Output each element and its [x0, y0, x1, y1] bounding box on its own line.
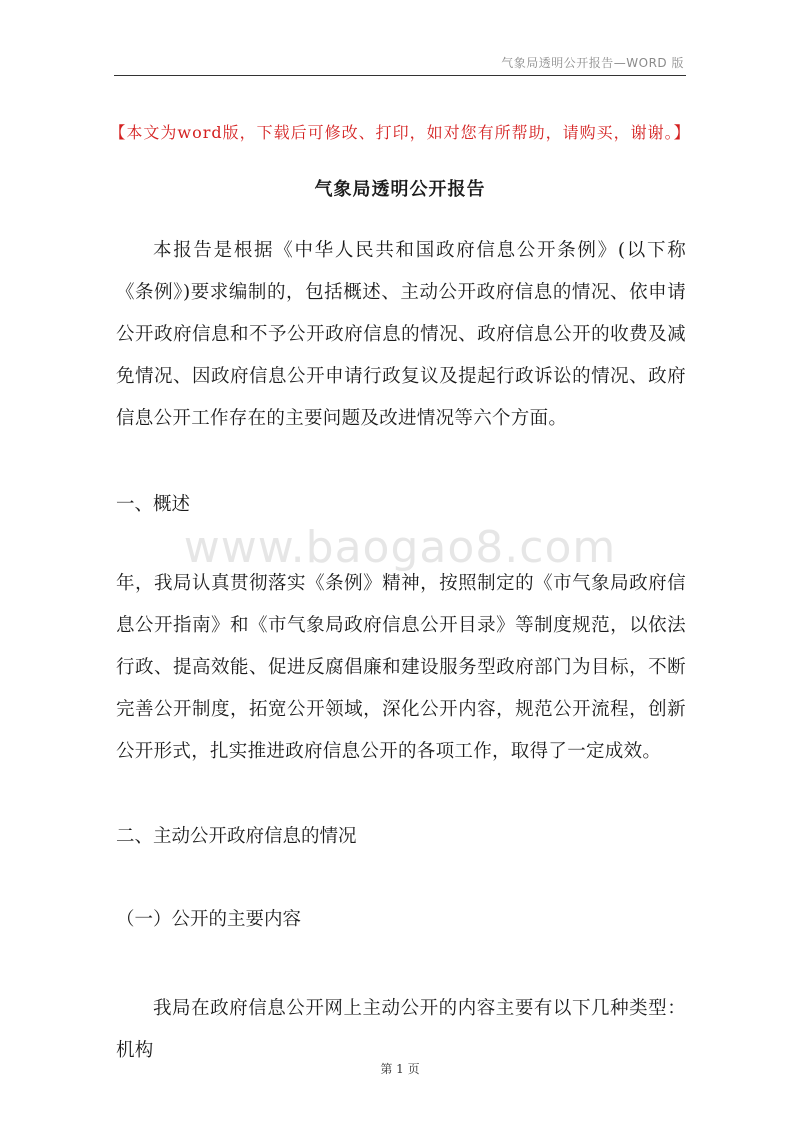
subsection-heading-main-content: （一）公开的主要内容 — [116, 909, 302, 930]
watermark: www.baogao8.com — [183, 522, 617, 573]
page-number: 第 1 页 — [380, 1062, 420, 1076]
running-header: 气象局透明公开报告—WORD 版 — [501, 56, 684, 70]
intro-paragraph: 本报告是根据《中华人民共和国政府信息公开条例》(以下称《条例》)要求编制的，包括概述、主动公开政府信息的情况、依申请公开政府信息和不予公开政府信息的情况、政府信息公开的收费及减免情况、因政府信息公开申请行政复议及提起行政诉讼的情况、政府信息公开工作存在的主要问题及改进情况等六个方面。 — [116, 240, 686, 429]
main-content-paragraph: 我局在政府信息公开网上主动公开的内容主要有以下几种类型：机构 — [116, 998, 686, 1061]
download-notice: 【本文为word版，下载后可修改、打印，如对您有所帮助，请购买，谢谢。】 — [109, 123, 691, 142]
header-divider — [114, 75, 686, 76]
document-title: 气象局透明公开报告 — [314, 179, 486, 200]
overview-paragraph: 年，我局认真贯彻落实《条例》精神，按照制定的《市气象局政府信息公开指南》和《市气象局政府信息公开目录》等制度规范，以依法行政、提高效能、促进反腐倡廉和建设服务型政府部门为目标，不断完善公开制度，拓宽公开领域，深化公开内容，规范公开流程，创新公开形式，扎实推进政府信息公开的各项工作，取得了一定成效。 — [116, 573, 686, 762]
section-heading-overview: 一、概述 — [116, 494, 191, 515]
section-heading-active-disclosure: 二、主动公开政府信息的情况 — [116, 826, 357, 847]
